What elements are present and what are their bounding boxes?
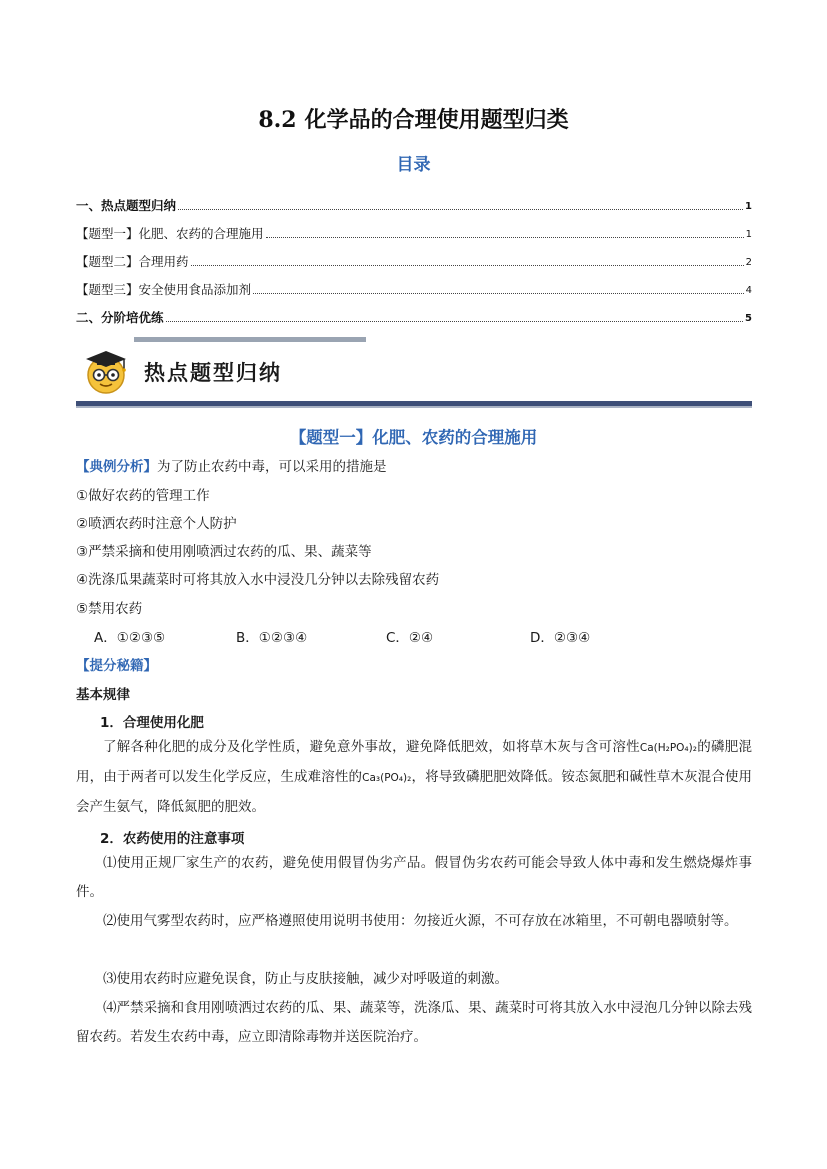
point1-text-b: 的磷肥混用，由于两者可以发生化学反应，生成难溶性的 [76, 739, 753, 785]
point2-item: ⑶使用农药时应避免误食，防止与皮肤接触，减少对呼吸道的刺激。 [103, 971, 508, 987]
banner-bottom-line-thin [76, 406, 752, 408]
statement-item: ②喷洒农药时注意个人防护 [76, 516, 237, 532]
toc-entry[interactable] [76, 186, 752, 214]
toc-entry[interactable] [76, 242, 752, 270]
tips-tag: 【提分秘籍】 [76, 658, 157, 674]
title-text: 化学品的合理使用题型归类 [304, 107, 569, 133]
point2-item: ⑵使用气雾型农药时，应严格遵照使用说明书使用：勿接近火源，不可存放在冰箱里，不可朝电器喷射等。 [103, 913, 738, 929]
point1-paragraph [76, 733, 752, 822]
question-text: 为了防止农药中毒，可以采用的措施是 [157, 459, 387, 475]
table-of-contents [76, 186, 752, 326]
toc-entry-label: 一、热点题型归纳 [76, 198, 177, 213]
toc-entry-page: 4 [745, 285, 752, 296]
toc-heading: 目录 [396, 155, 431, 175]
toc-leader [266, 236, 744, 238]
toc-entry-page: 1 [745, 229, 752, 240]
option-a[interactable]: A．①②③⑤ [94, 630, 166, 646]
toc-leader [191, 264, 744, 266]
toc-entry-page: 2 [745, 257, 752, 268]
toc-entry-page: 5 [745, 313, 752, 324]
graduate-emoji-icon [80, 345, 132, 397]
point1-text-c: ，将导致磷肥肥效降低。铵态氮肥和碱性草木灰混合使用会产生氨气，降低氮肥的肥效。 [76, 769, 753, 815]
basic-rule-heading: 基本规律 [76, 687, 130, 703]
toc-entry[interactable] [76, 214, 752, 242]
section-heading: 【题型一】化肥、农药的合理施用 [289, 428, 538, 447]
toc-leader [166, 320, 744, 322]
banner-title: 热点题型归纳 [144, 360, 282, 385]
example-tag: 【典例分析】 [76, 459, 157, 475]
point2-title: 2．农药使用的注意事项 [100, 831, 245, 847]
option-d[interactable]: D．②③④ [530, 630, 591, 646]
option-b[interactable]: B．①②③④ [236, 630, 308, 646]
answer-options [94, 626, 590, 646]
formula-calcium-phosphate: Ca₃(PO₄)₂ [362, 772, 412, 784]
banner-top-line [134, 337, 366, 342]
statement-item: ④洗涤瓜果蔬菜时可将其放入水中浸没几分钟以去除残留农药 [76, 572, 440, 588]
section-banner [76, 337, 752, 409]
toc-entry-label: 【题型一】化肥、农药的合理施用 [76, 226, 264, 241]
statement-item: ③严禁采摘和使用刚喷洒过农药的瓜、果、蔬菜等 [76, 544, 372, 560]
toc-leader [178, 208, 743, 210]
toc-entry-page: 1 [745, 201, 752, 212]
toc-entry[interactable] [76, 270, 752, 298]
toc-leader [253, 292, 744, 294]
toc-entry-label: 【题型二】合理用药 [76, 254, 189, 269]
statement-item: ⑤禁用农药 [76, 601, 143, 617]
point1-title: 1．合理使用化肥 [100, 715, 204, 731]
document-title [0, 103, 827, 134]
toc-entry-label: 二、分阶培优练 [76, 310, 164, 325]
example-question [76, 455, 387, 475]
point2-item: ⑷严禁采摘和食用刚喷洒过农药的瓜、果、蔬菜等，洗涤瓜、果、蔬菜时可将其放入水中浸泡几分钟以除去残留农药。若发生农药中毒，应立即清除毒物并送医院治疗。 [76, 1000, 752, 1045]
point2-item: ⑴使用正规厂家生产的农药，避免使用假冒伪劣产品。假冒伪劣农药可能会导致人体中毒和发生燃烧爆炸事件。 [76, 855, 752, 900]
formula-calcium-dihydrogen-phosphate: Ca(H₂PO₄)₂ [639, 742, 697, 754]
title-number: 8.2 [258, 107, 297, 133]
statement-item: ①做好农药的管理工作 [76, 488, 210, 504]
section-body [76, 455, 752, 1055]
option-c[interactable]: C．②④ [386, 630, 434, 646]
toc-entry-label: 【题型三】安全使用食品添加剂 [76, 282, 252, 297]
point1-text-a: 了解各种化肥的成分及化学性质，避免意外事故，避免降低肥效，如将草木灰与含可溶性 [103, 739, 640, 755]
toc-entry[interactable] [76, 298, 752, 326]
